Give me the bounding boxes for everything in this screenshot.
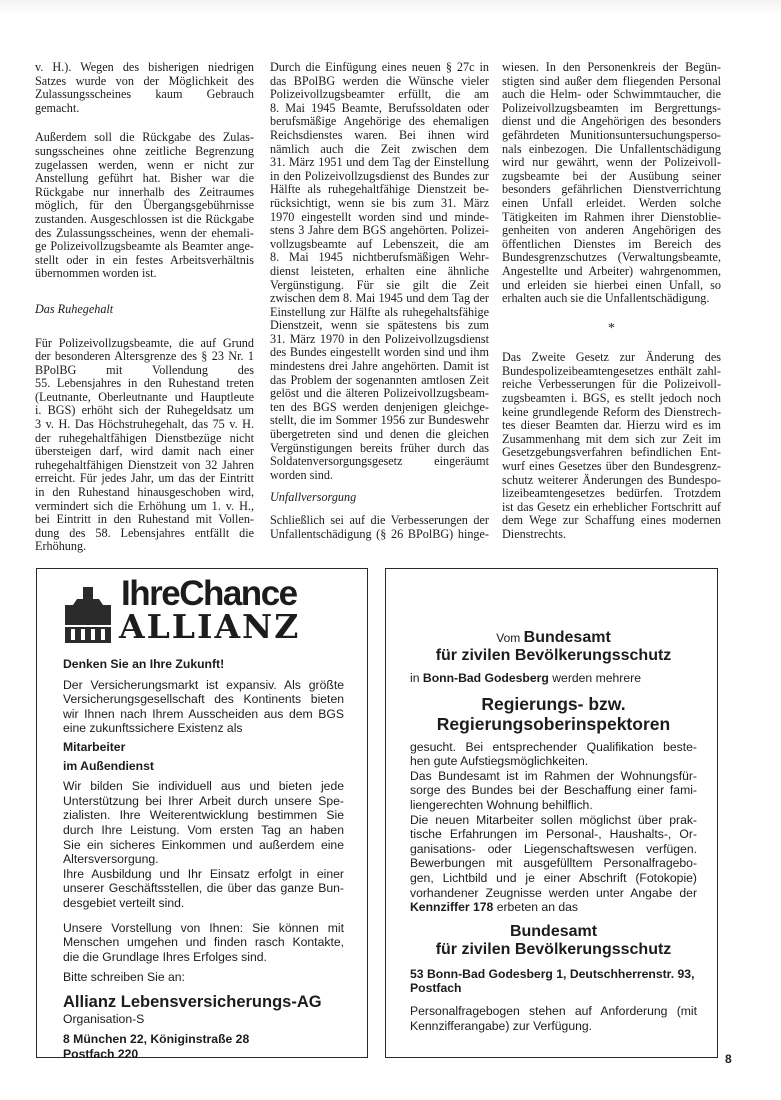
text-line: ganisations- oder Liegenschaftswesen verfügen. [410, 841, 697, 856]
text-line: dienst und die Angehörigen des besonders [502, 114, 721, 129]
ad-address-line: Postfach 220 [63, 1047, 139, 1062]
text-line: dienst leisteten, erhalten eine ähnliche [270, 263, 489, 278]
text-line: Erhöhung. [35, 539, 87, 554]
text-line: schutz weiterer Änderungen des Bundespo- [502, 472, 721, 487]
text-line: zugelassen werden, wenn er nicht zur [35, 157, 254, 172]
text-line: worden sind. [270, 467, 333, 482]
text-line: übersteigen darf, wird damit nach einer [35, 444, 254, 459]
text-line: übernommen worden ist. [35, 266, 157, 281]
text-line: rücksichtigt, wenn sie bis zum 31. März [270, 195, 489, 210]
text-line: zwischen dem 8. Mai 1945 und dem Tag der [270, 291, 489, 306]
text-line: tische Erfahrungen im Personal-, Haushalts-, Or- [410, 827, 697, 842]
text-line: Zusammenhang mit dem sich zur Zeit im [502, 431, 721, 446]
text-line: Das Bundesamt ist im Rahmen der Wohnungsfür- [410, 768, 697, 783]
text-line: (Leutnante, Oberleutnante und Hauptleute [35, 389, 254, 404]
text-line: sungsscheines ohne zeitliche Begrenzung [35, 143, 254, 158]
allianz-advertisement [36, 568, 368, 1062]
text-line: das BPolBG werden die Wünsche vieler [270, 73, 489, 88]
text-line: zustanden. Ausgeschlossen ist die Rückgabe [35, 211, 254, 226]
text-line: Bundesgrenzschutzes (Verwaltungsbeamte, [502, 250, 721, 265]
ad-address-line: 8 München 22, Königinstraße 28 [63, 1032, 250, 1047]
text-line: vorhandener Zeugnisse werden unter Angabe der [410, 885, 697, 900]
text-line: Unfallversorgung [270, 490, 357, 505]
text-line: Soldatenversorgungsgesetz eingeräumt [270, 454, 489, 469]
section-heading [270, 491, 489, 505]
text-line: das Problem der sogenannten amtlosen Zeit [270, 372, 489, 387]
ad-reference-number: Kennziffer 178 [410, 900, 494, 915]
allianz-ad-body [63, 657, 344, 1062]
text-line: und erleiden sie hierbei einen Unfall, so [502, 277, 721, 292]
text-line: stellt oder in ein festes Arbeitsverhältnis [35, 252, 254, 267]
text-line: zugsbeamte bei der Ausübung seiner [502, 168, 721, 183]
text-line: stigten sind außer dem fliegenden Personal [502, 73, 721, 88]
text-line: Ihre Ausbildung und Ihr Einsatz erfolgt in einer [63, 866, 344, 881]
ad-paragraph [410, 740, 697, 769]
text-line: in den Polizeivollzugsdienst des Bundes zur [270, 168, 489, 183]
text-line: 31. März 1951 und dem Tag der Einstellung [270, 155, 489, 170]
ad-agency-name: Bundesamt [523, 629, 611, 646]
logo-wordmark: ALLIANZ [119, 607, 301, 646]
text-line: unserer Geschäftsstellen, die über das ganze Bun- [63, 881, 344, 896]
text-line: Anstellung geführt hat. Bisher war die [35, 171, 254, 186]
logo-tagline: IhreChance [121, 574, 297, 613]
ad-position-title: Regierungsoberinspektoren [436, 713, 671, 734]
article-paragraph [35, 61, 254, 115]
text-line: Unfallentschädigung (§ 26 BPolBG) hinge- [270, 526, 489, 541]
text-line: Außerdem soll die Rückgabe des Zulas- [35, 130, 254, 145]
text-line: Die neuen Mitarbeiter sollen möglichst über prak- [410, 812, 697, 827]
ad-note [410, 1004, 697, 1033]
text-line: 8. Mai 1945 nichtberufsmäßigen Wehr- [270, 250, 489, 265]
text-line: Einstellung zur Hälfte als ruhegehaltsfähige [270, 304, 489, 319]
text-line: 55. Lebensjahres in den Ruhestand treten [35, 376, 254, 391]
text-line: Versicherungsgesellschaft des Kontinents bieten [63, 692, 344, 707]
ad-address-agency: für zivilen Bevölkerungsschutz [435, 940, 672, 958]
ad-address-line: 53 Bonn-Bad Godesberg 1, Deutschherrenstr. 93, [410, 966, 695, 981]
article-paragraph [270, 61, 489, 482]
text-line: Wir bilden Sie individuell aus und bieten jede [63, 779, 344, 794]
text-line: der besonderen Altersgrenze des § 23 Nr. 1 [35, 349, 254, 364]
text-line: Rückgabe nur innerhalb des Zeitraumes [35, 184, 254, 199]
text-line: Der Versicherungsmarkt ist expansiv. Als größte [63, 677, 344, 692]
page-number: 8 [725, 1052, 732, 1066]
text-line: vermindert sich die Erhöhung um 1. v. H., [35, 498, 254, 513]
text-line: ist das Gesetz ein erheblicher Fortschritt auf [502, 499, 721, 514]
ad-from-prefix: Vom [496, 631, 521, 645]
text-line: in den Ruhestand hinausgeschoben wird, [35, 485, 254, 500]
article-paragraph [35, 131, 254, 281]
text-line: wir Ihnen nach Ihrem Ausscheiden aus dem BGS [63, 706, 344, 721]
text-line: Sie ein sicheres Einkommen und außerdem eine [63, 837, 344, 852]
ad-agency-line [410, 629, 697, 647]
text-line: i. BGS) erhöht sich der Ruhegeldsatz um [35, 403, 254, 418]
text-line: eine zukunftssichere Existenz als [63, 721, 243, 736]
ad-position-line: Mitarbeiter [63, 739, 126, 754]
text-line: sorge des Bundes bei der Beschaffung einer fami- [410, 783, 697, 798]
text-line: wurf eines Gesetzes über den Bundesgrenz- [502, 459, 721, 474]
text-line: möglich, für den Übergangsgebührnisse [35, 198, 254, 213]
text-line: der ruhegehaltfähigen Dienstbezüge nicht [35, 430, 254, 445]
text-line: zugsbeamten i. BGS, es stellt jedoch noch [502, 391, 721, 406]
allianz-logo [63, 574, 345, 646]
text-line: Das Ruhegehalt [35, 301, 114, 316]
ad-paragraph [63, 867, 344, 911]
article-column-3 [502, 61, 721, 542]
text-line: erhalten auch sie die Unfallentschädigung. [502, 291, 710, 306]
text-line: desgebiet verteilt sind. [63, 895, 185, 910]
article-paragraph [502, 61, 721, 306]
article-column-2 [270, 61, 489, 541]
ad-location: Bonn-Bad Godesberg [422, 671, 549, 685]
text-line: Dienstrechts. [502, 527, 566, 541]
text-line: Kennzifferangabe) zur Verfügung. [410, 1018, 593, 1033]
bundesamt-ad-body [410, 629, 697, 1033]
ad-address-line: Postfach [410, 981, 462, 996]
text-line: hen gute Aufstiegsmöglichkeiten. [410, 754, 589, 769]
article-column-1 [35, 61, 254, 554]
text-line: keine grundlegende Reform des Dienstrech- [502, 404, 721, 419]
text-line: gefährdeten Munitionsuntersuchungsperso- [502, 127, 721, 142]
text-line: auch die Helm- oder Schwimmtaucher, die [502, 87, 721, 102]
text-line: 31. März 1970 in den Polizeivollzugsdienst [270, 331, 489, 346]
text-line: 1970 eingestellt worden sind und minde- [270, 209, 489, 224]
text-line: reiche Verbesserungen für die Polizeivoll- [502, 377, 721, 392]
text-line: ruhegehaltfähigen Dienstzeit von 32 Jahren [35, 457, 254, 472]
article-paragraph [35, 337, 254, 555]
text-line: Bewerbungen mit ausgefülltem Personalfragebo- [410, 856, 697, 871]
ad-paragraph [63, 779, 344, 867]
ad-agency-name-2: für zivilen Bevölkerungsschutz [435, 647, 672, 664]
text-line: Angestellte und Arbeiter) wahrgenommen, [502, 263, 721, 278]
text-line: wird nur gewährt, wenn der Polizeivoll- [502, 155, 721, 170]
text-line: Polizeivollzugsbeamter erfüllt, die am [270, 87, 489, 102]
article-paragraph [502, 351, 721, 541]
text-line: vollzugsbeamte auf Lebenszeit, die am [270, 236, 489, 251]
text-line: gelöst und die älteren Polizeivollzugsbeam- [270, 386, 489, 401]
ad-intro [63, 678, 344, 736]
ad-position-title: Regierungs- bzw. [481, 693, 626, 714]
text-line: gen, Lichtbild und je einer Abschrift (Fotokopie) [410, 870, 697, 885]
text-line: v. H.). Wegen des bisherigen niedrigen [35, 60, 254, 74]
ad-headline: Denken Sie an Ihre Zukunft! [63, 657, 225, 671]
text-line: Bundespolizeibeamtengesetzes enthält zahl- [502, 363, 721, 378]
text-line: Dienstzeit, wenn sie spätestens bis zum [270, 318, 489, 333]
text-line: durch Ihre Leistung. Vom ersten Tag an haben [63, 822, 344, 837]
text-line: genheiten von anderen Angehörigen des [502, 223, 721, 238]
text-line: * [608, 320, 615, 336]
text-line: ge Polizeivollzugsbeamte als Beamter ange- [35, 239, 254, 254]
text-line: die die Grundlage Ihres Erfolges sind. [63, 949, 267, 964]
text-line: Gesetzgebungsverfahren befindlichen Ent- [502, 445, 721, 460]
text-line: stellt, die im Sommer 1956 zur Bundeswehr [270, 413, 489, 428]
text-line: Altersversorgung. [63, 852, 159, 867]
text-line: liengerechten Wohnung behilflich. [410, 797, 593, 812]
text-line: Menschen umgehen und finden rasch Kontakte, [63, 935, 344, 950]
text-line: mindestens drei Jahre angehörten. Damit ist [270, 359, 489, 374]
text-line: gemacht. [35, 100, 80, 115]
text-line: berufsmäßige Angehörige des ehemaligen [270, 114, 489, 129]
text-line: 3 v. H. Das Höchstruhegehalt, das 75 v. H. [35, 417, 254, 432]
ad-reference-suffix: erbeten an das [496, 900, 579, 915]
text-line: ten des BGS werden denjenigen gleichge- [270, 399, 489, 414]
text-line: des Zulassungsscheines, wenn der ehemali- [35, 225, 254, 240]
ad-position-line: im Außendienst [63, 758, 154, 773]
text-line: Das Zweite Gesetz zur Änderung des [502, 350, 721, 365]
text-line: Unterstützung bei Ihrer Arbeit durch unsere Spe- [63, 793, 344, 808]
text-line: Vergünstigungen bereits früher durch das [270, 440, 489, 455]
text-line: tes dieser Beamten dar. Hierzu wird es im [502, 418, 721, 433]
ad-paragraph [410, 813, 697, 901]
ad-company-name: Allianz Lebensversicherungs-AG [63, 992, 322, 1011]
text-line: BPolBG mit Vollendung des [35, 362, 254, 377]
ad-paragraph [63, 921, 344, 965]
text-line: 8. Mai 1945 Beamte, Berufssoldaten oder [270, 100, 489, 115]
text-line: dung des 58. Lebensjahres entfällt die [35, 525, 254, 540]
ad-cta: Bitte schreiben Sie an: [63, 970, 185, 985]
text-line: Schließlich sei auf die Verbesserungen der [270, 513, 489, 527]
text-line: besonders gefährlichen Dienstverrichtung [502, 182, 721, 197]
section-heading [35, 303, 254, 317]
ad-address-agency: Bundesamt [509, 922, 598, 940]
text-line: zialisten. Ihre Weiterentwicklung bestimmen Sie [63, 808, 344, 823]
text-line: Unsere Vorstellung von Ihnen: Sie können mit [63, 920, 344, 935]
text-line: Tätigkeiten im Rahmen ihrer Dienstoblie- [502, 209, 721, 224]
ad-location-line [410, 671, 697, 686]
text-line: dem Wege zur Schaffung eines modernen [502, 513, 721, 528]
article-paragraph [270, 514, 489, 541]
text-line: Für Polizeivollzugsbeamte, die auf Grund [35, 335, 254, 350]
ad-reference-line [410, 900, 697, 915]
section-divider-asterisk [502, 322, 721, 336]
text-line: Zulassungsscheines kaum Gebrauch [35, 87, 254, 102]
allianz-eagle-icon [63, 587, 113, 643]
text-line: Hälfte als ruhegehaltfähige Dienstzeit be- [270, 182, 489, 197]
text-line: einen Unfall erleidet. Werden solche [502, 195, 721, 210]
text-line: bei Eintritt in den Ruhestand mit Vollen- [35, 512, 254, 527]
text-line: Reichsdienstes waren. Bei ihnen wird [270, 127, 489, 142]
text-line: stens 3 Jahre dem BGS angehörten. Polizei- [270, 223, 489, 238]
text-line: gesucht. Bei entsprechender Qualifikation beste- [410, 739, 697, 754]
bundesamt-advertisement [385, 568, 718, 1058]
text-line: Polizeivollzugsbeamten im Bergrettungs- [502, 100, 721, 115]
text-line: des Bundes eingestellt worden sind und ihm [270, 345, 489, 360]
text-line: Durch die Einfügung eines neuen § 27c in [270, 60, 489, 74]
text-line: öffentlichen Dienstes im Bereich des [502, 236, 721, 251]
text-line: Satzes wurde von der Möglichkeit des [35, 73, 254, 88]
ad-department: Organisation-S [63, 1011, 145, 1026]
text-line: erreicht. Für jedes Jahr, um das der Eintritt [35, 471, 254, 486]
ad-location-suffix: werden mehrere [552, 671, 641, 685]
ad-location-prefix: in [410, 671, 420, 685]
text-line: Personalfragebogen stehen auf Anforderung (mit [410, 1003, 697, 1018]
text-line: wiesen. In den Personenkreis der Begün- [502, 60, 721, 74]
text-line: übergetreten sind und denen die gleichen [270, 427, 489, 442]
scan-edge [0, 0, 781, 14]
ad-paragraph [410, 769, 697, 813]
text-line: nals einbezogen. Die Unfallentschädigung [502, 141, 721, 156]
text-line: nämlich auch die Zeit zwischen dem [270, 141, 489, 156]
text-line: Vergünstigung. Für sie gilt die Zeit [270, 277, 489, 292]
text-line: lizeibeamtengesetzes bedürfen. Trotzdem [502, 486, 721, 501]
